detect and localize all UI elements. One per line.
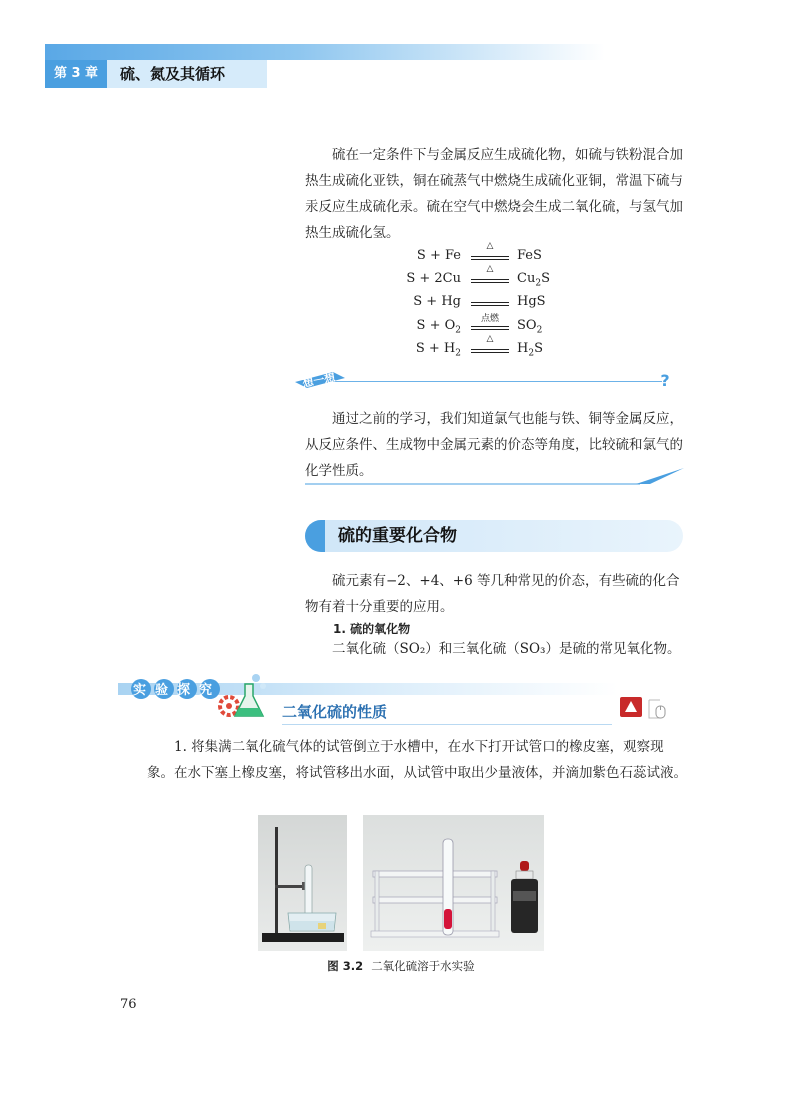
paragraph-valence: 硫元素有−2、+4、+6 等几种常见的价态，有些硫的化合物有着十分重要的应用。 bbox=[305, 573, 680, 615]
svg-text:实验探究: 实验探究 bbox=[132, 683, 222, 698]
flask-gear-icon bbox=[215, 670, 275, 722]
reaction-condition: △ bbox=[486, 264, 494, 274]
paragraph-sulfur-metals: 硫在一定条件下与金属反应生成硫化物，如硫与铁粉混合加热生成硫化亚铁，铜在硫蒸气中燃烧生成硫化亚铜，常温下硫与汞反应生成硫化汞。硫在空气中燃烧会生成二氧化硫，与氢气加热生成硫化氢。 bbox=[305, 147, 683, 241]
figure-caption bbox=[258, 957, 544, 975]
equation: $S + H_2$ △ $H_2S$ bbox=[415, 334, 543, 359]
figure-caption-text: 二氧化硫溶于水实验 bbox=[371, 959, 475, 973]
svg-text:?: ? bbox=[660, 371, 670, 390]
think-box-bottom-arrow bbox=[300, 464, 685, 488]
think-box-text: 通过之前的学习，我们知道氯气也能与铁、铜等金属反应，从反应条件、生成物中金属元素的价态等角度，比较硫和氯气的化学性质。 bbox=[305, 411, 683, 479]
experiment-title-rule bbox=[282, 724, 612, 725]
experiment-title: 二氧化硫的性质 bbox=[282, 703, 388, 721]
page-number: 76 bbox=[120, 997, 137, 1012]
test-tube-rack-photo bbox=[363, 815, 544, 951]
figure-number: 图 3.2 bbox=[327, 959, 364, 973]
equation: S + Hg HgS bbox=[413, 294, 546, 309]
header-band bbox=[45, 44, 605, 60]
experiment-tag bbox=[130, 678, 225, 700]
reaction-condition: 点燃 bbox=[480, 314, 499, 324]
experiment-step-1: 1. 将集满二氧化硫气体的试管倒立于水槽中，在水下打开试管口的橡皮塞，观察现象。在水下塞上橡皮塞，将试管移出水面，从试管中取出少量液体，并滴加紫色石蕊试液。 bbox=[147, 739, 687, 781]
equation: S + Fe △ FeS bbox=[416, 241, 542, 263]
think-label: 想一想 bbox=[301, 371, 337, 390]
sub-heading: 1. 硫的氧化物 bbox=[333, 622, 411, 636]
equation: $S + O_2$ 点燃 $SO_2$ bbox=[305, 314, 683, 338]
question-mark-icon bbox=[654, 370, 676, 390]
section-heading-accent bbox=[305, 520, 325, 552]
reaction-condition: △ bbox=[486, 241, 494, 251]
paragraph-oxides: 二氧化硫（SO₂）和三氧化硫（SO₃）是硫的常见氧化物。 bbox=[332, 641, 681, 657]
presentation-icon[interactable] bbox=[619, 696, 643, 718]
think-box-top-rule bbox=[310, 381, 662, 382]
equation: S + 2Cu △ $Cu_2S$ bbox=[406, 264, 550, 289]
chapter-label: 第 3 章 bbox=[45, 60, 107, 88]
ring-stand-photo bbox=[258, 815, 347, 951]
chapter-title: 硫、氮及其循环 bbox=[120, 65, 226, 83]
mouse-icon[interactable] bbox=[646, 698, 668, 720]
think-label-badge bbox=[293, 370, 349, 390]
section-heading: 硫的重要化合物 bbox=[338, 526, 457, 546]
reaction-condition: △ bbox=[486, 334, 494, 344]
